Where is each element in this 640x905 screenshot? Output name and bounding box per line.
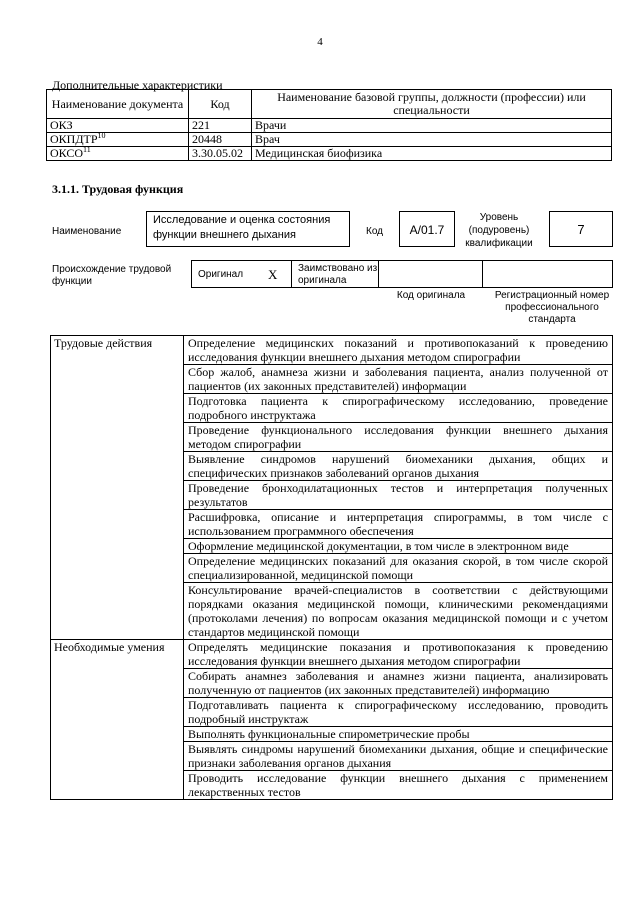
table-row <box>47 133 612 147</box>
doc-cell <box>47 147 189 161</box>
level-box <box>549 211 613 247</box>
doc-cell <box>47 133 189 147</box>
skills-label: Необходимые умения <box>51 640 184 800</box>
labor-action-item: Проведение функционального исследования функции внешнего дыхания методом спирографии <box>184 423 613 452</box>
original-cell <box>191 260 292 288</box>
skill-item: Определять медицинские показания и противопоказания к проведению исследования функции внешнего дыхания методом спирографии <box>184 640 613 669</box>
labor-action-item: Оформление медицинской документации, в том числе в электронном виде <box>184 539 613 554</box>
header-document: Наименование документа <box>47 90 189 119</box>
level-value: 7 <box>577 222 585 237</box>
code-cell: 221 <box>189 119 252 133</box>
name-cell: Врач <box>252 133 612 147</box>
level-label: Уровень (подуровень) квалификации <box>465 212 533 249</box>
section-title: 3.1.1. Трудовая функция <box>52 182 184 196</box>
function-name-box <box>146 211 350 247</box>
header-code: Код <box>189 90 252 119</box>
code-original-label: Код оригинала <box>396 290 466 301</box>
doc-cell <box>47 119 189 133</box>
table-row <box>51 640 613 669</box>
doc-name: ОКЗ <box>50 118 73 132</box>
labor-action-item: Сбор жалоб, анамнеза жизни и заболевания пациента, анализ полученной от пациентов (их законных представителей) информации <box>184 365 613 394</box>
skill-item: Проводить исследование функции внешнего дыхания с применением лекарственных тестов <box>184 771 613 800</box>
header-group-name: Наименование базовой группы, должности (профессии) или специальности <box>252 90 612 119</box>
code-cell: 3.30.05.02 <box>189 147 252 161</box>
code-cell: 20448 <box>189 133 252 147</box>
doc-name: ОКПДТР <box>50 132 98 146</box>
code-label: Код <box>366 226 384 237</box>
additional-characteristics-table <box>46 89 612 161</box>
labor-action-item: Выявление синдромов нарушений биомеханики дыхания, общих и специфических признаков заболеваний органов дыхания <box>184 452 613 481</box>
name-label: Наименование <box>52 226 122 237</box>
table-row <box>47 119 612 133</box>
skill-item: Выявлять синдромы нарушений биомеханики дыхания, общие и специфические признаки заболевания органов дыхания <box>184 742 613 771</box>
borrowed-label: Заимствовано из оригинала <box>298 263 378 286</box>
labor-action-item: Проведение бронходилатационных тестов и интерпретация полученных результатов <box>184 481 613 510</box>
table-row <box>47 147 612 161</box>
doc-name: ОКСО <box>50 146 84 160</box>
function-code-box <box>399 211 455 247</box>
borrowed-cell <box>291 260 379 288</box>
function-code-value: A/01.7 <box>409 223 445 237</box>
reg-number-label: Регистрационный номер профессионального стандарта <box>494 290 610 325</box>
page-number: 4 <box>317 36 323 48</box>
labor-action-item: Консультирование врачей-специалистов в соответствии с действующими порядками оказания медицинской помощи, клиническими рекомендациями (протоколами лечения) по вопросам оказания медицинской помощи и с учетом стандартов медицинской помощи <box>184 583 613 640</box>
original-mark: X <box>268 267 278 282</box>
function-name-value: Исследование и оценка состояния функции внешнего дыхания <box>153 214 331 241</box>
labor-action-item: Определение медицинских показаний для оказания скорой, в том числе скорой специализированной, медицинской помощи <box>184 554 613 583</box>
origin-label: Происхождение трудовой функции <box>52 264 172 287</box>
name-cell: Врачи <box>252 119 612 133</box>
labor-action-item: Определение медицинских показаний и противопоказаний к проведению исследования функции внешнего дыхания методом спирографии <box>184 336 613 365</box>
skill-item: Собирать анамнез заболевания и анамнез жизни пациента, анализировать полученную от пациентов (их законных представителей) информацию <box>184 669 613 698</box>
doc-footnote: 11 <box>83 145 91 154</box>
original-label: Оригинал <box>198 269 244 280</box>
skill-item: Выполнять функциональные спирометрические пробы <box>184 727 613 742</box>
reg-number-cell <box>482 260 613 288</box>
function-details-table <box>50 335 613 800</box>
skill-item: Подготавливать пациента к спирографическому исследованию, проводить подробный инструктаж <box>184 698 613 727</box>
labor-action-item: Подготовка пациента к спирографическому исследованию, проведение подробного инструктажа <box>184 394 613 423</box>
name-cell: Медицинская биофизика <box>252 147 612 161</box>
labor-actions-label: Трудовые действия <box>51 336 184 640</box>
additional-characteristics-title: Дополнительные характеристики <box>52 78 223 92</box>
labor-action-item: Расшифровка, описание и интерпретация спирограммы, в том числе с использованием программного обеспечения <box>184 510 613 539</box>
table-row <box>51 336 613 365</box>
code-original-cell <box>378 260 483 288</box>
table-header-row <box>47 90 612 119</box>
doc-footnote: 10 <box>97 131 106 140</box>
